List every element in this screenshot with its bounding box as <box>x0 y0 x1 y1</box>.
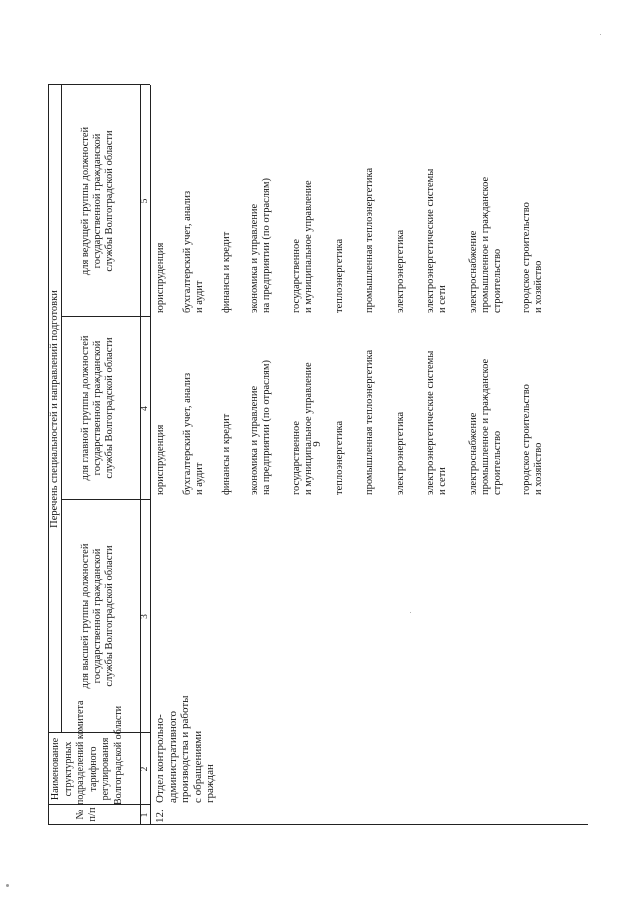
col4-item: финансы и кредит <box>221 413 232 495</box>
header-leading-group: для ведущей группы должностей государственной гражданской службы Волгоградской области <box>80 126 115 276</box>
col4-item: экономика и управление на предприятии (по отраслям) <box>249 359 272 495</box>
col5-item: экономика и управление на предприятии (по отраслям) <box>249 177 272 313</box>
col4-item: электроснабжение промышленное и гражданское строительство <box>468 358 503 495</box>
header-number: № п/п <box>75 807 98 822</box>
group-header-divider <box>61 85 62 733</box>
table-border-right <box>48 84 150 85</box>
col4-item: государственное и муниципальное управление <box>291 362 314 495</box>
col-number-5: 5 <box>140 198 150 204</box>
scan-speck <box>410 612 411 613</box>
col4-divider <box>61 316 150 317</box>
col4-item: бухгалтерский учет, анализ и аудит <box>182 372 205 495</box>
col5-item: электроэнергетические системы и сети <box>425 168 448 313</box>
col5-item: бухгалтерский учет, анализ и аудит <box>182 190 205 313</box>
table-border-left <box>48 824 588 825</box>
col3-divider <box>61 499 150 500</box>
header-specialties-group: Перечень специальностей и направлений подготовки <box>49 290 60 528</box>
col-number-4: 4 <box>140 406 150 411</box>
col4-item: электроэнергетика <box>395 411 406 495</box>
col-number-2: 2 <box>140 766 150 772</box>
row-number: 12. <box>154 809 166 823</box>
col5-item: городское строительство и хозяйство <box>521 202 544 313</box>
col-number-3: 3 <box>140 614 150 619</box>
col5-item: теплоэнергетика <box>334 238 345 313</box>
header-department: Наименование структурных подразделений комитета тарифного регулирования Волгоградской области <box>50 700 124 805</box>
col4-item: городское строительство и хозяйство <box>521 384 544 495</box>
header-highest-group: для высшей группы должностей государственной гражданской службы Волгоградской области <box>80 543 115 689</box>
rotated-table <box>48 85 598 825</box>
col5-item: промышленная теплоэнергетика <box>364 167 375 313</box>
col4-item: теплоэнергетика <box>334 420 345 495</box>
scan-speck <box>600 34 601 35</box>
col5-item: юриспруденция <box>155 242 166 313</box>
col5-item: финансы и кредит <box>221 231 232 313</box>
department-name: Отдел контрольно- административного производства и работы с обращениями граждан <box>154 695 216 803</box>
col5-item: государственное и муниципальное управление <box>291 180 314 313</box>
col5-item: электроэнергетика <box>395 229 406 313</box>
col4-item: электроэнергетические системы и сети <box>425 350 448 495</box>
scan-speck <box>6 884 9 887</box>
col4-item: промышленная теплоэнергетика <box>364 349 375 495</box>
col-number-1: 1 <box>140 812 150 818</box>
col4-item: юриспруденция <box>155 424 166 495</box>
col5-item: электроснабжение промышленное и гражданское строительство <box>468 176 503 313</box>
header-main-group: для главной группы должностей государственной гражданской службы Волгоградской области <box>80 335 115 481</box>
page-number: 9 <box>311 441 323 447</box>
